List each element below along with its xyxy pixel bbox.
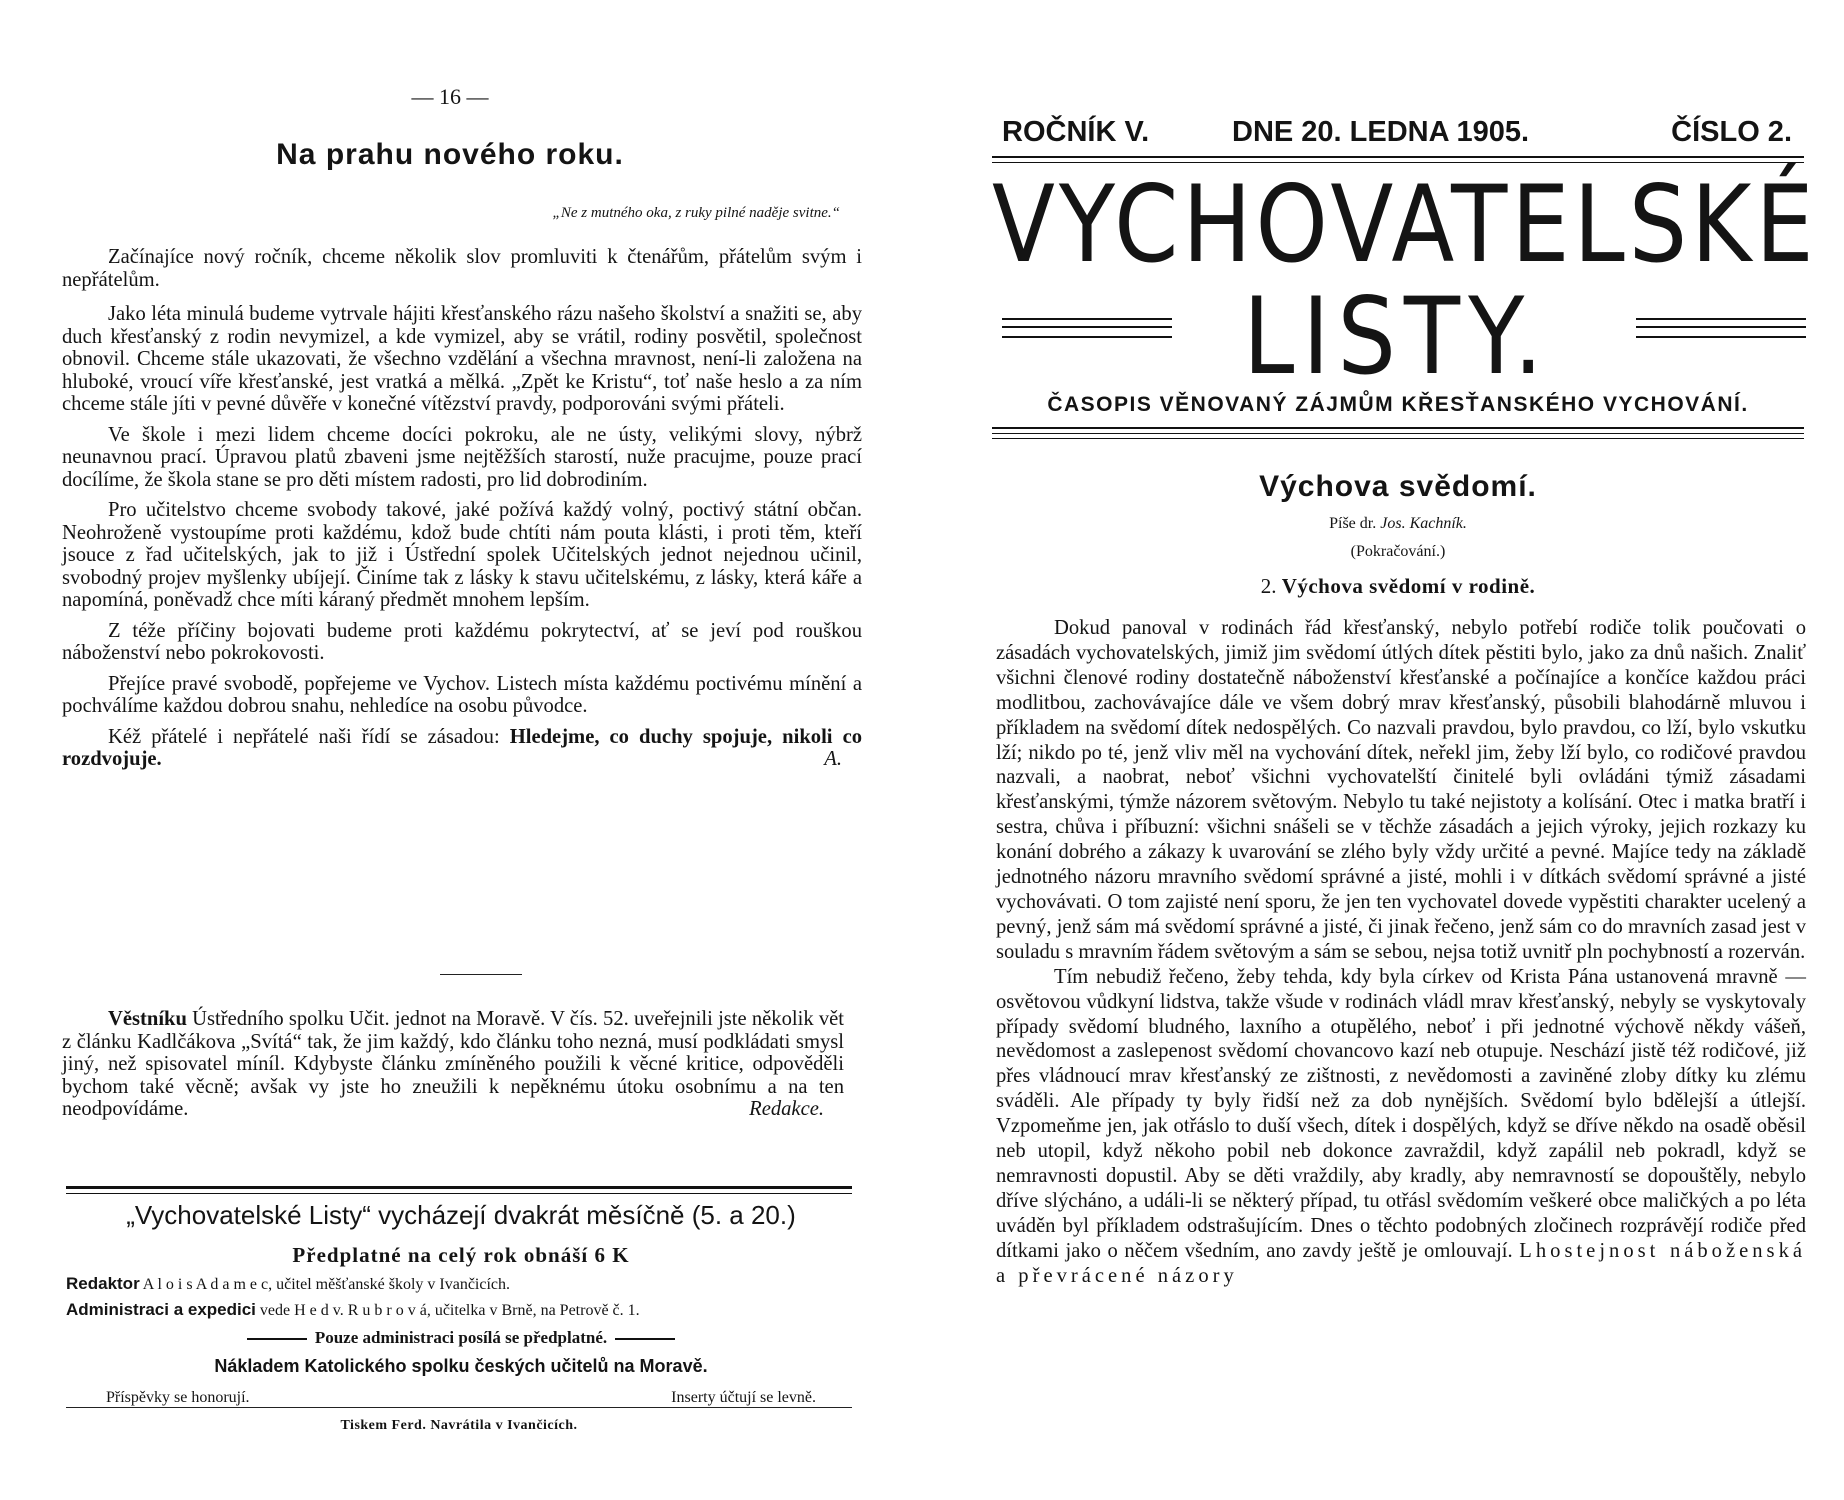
paragraph-text: Tím nebudiž řečeno, žeby tehda, kdy byla církev od Krista Pána ustanovená mravně — osvětovou vůdkyní lidstva, takže všude v rodinách vládl mrav křesťanský, nebyly se vyskytovaly případy svědomí bludného, laxního a otupělého, neboť i při jednotné výchově někdy vášeň, nevědomost a zaslepenost svědomí chovancovo kazí neb otupuje. Neschází jistě též rodičové, již přes vládnoucí mrav křesťanský ze zištnosti, z nevědomosti a zaviněné zloby dítky ku zlému sváděli. Ale případy ty byly řidší než za dob nynějších. Svědomí bylo bdělejší a útlejší. Vzpomeňme jen, jak otřáslo to duší všech, dítek i dospělých, když se dříve někdo na osadě oběsil neb utopil, když někoho pobil neb dokonce zavraždil, když zapálil neb pokradl, když se nemravnosti dopustil. Aby se děti vraždily, aby kradly, aby nemravností se dopouštěly, nebylo dříve slýcháno, a událi-li se některý případ, tu otřásl svědomím veškeré obce maličkých a po léta uváděn byl příkladem odstrašujícím. Dnes o těchto podobných zločinech rozprávějí rodiče před dítkami jako o něčem všedním, ano zavdy ještě je omlouvají. — [996, 965, 1806, 1262]
dash — [247, 1338, 307, 1340]
closing-text: Kéž přátelé i nepřátelé naši řídí se zásadou: — [108, 725, 510, 748]
article-title: Výchova svědomí. — [1259, 470, 1537, 503]
paragraph: Jako léta minulá budeme vytrvale hájiti křesťanského rázu našeho školství a snažiti se, aby duch křesťanský z rodin nevymizel, a kde vymizel, aby se vrátil, rodiny posvětil, společnost obnovil. Chceme stále ukazovati, že všechno vzdělání a všechna mravnost, není-li založena na hluboké, vroucí víře křesťanské, jest vratká a mělká. „Zpět ke Kristu“, toť naše heslo a za ním chceme stále jíti v pevné důvěře v konečné vítězství pravdy, podporováni svými přáteli. — [62, 303, 862, 415]
closing-paragraph — [62, 726, 862, 771]
paragraph: Začínajíce nový ročník, chceme několik slov promluviti k čtenářům, přátelům svým i nepřátelům. — [62, 246, 862, 291]
issue-number: ČÍSLO 2. — [1671, 116, 1792, 148]
fee-note: Příspěvky se honorují. — [106, 1389, 250, 1406]
vestnik-text: Ústředního spolku Učit. jednot na Moravě. V čís. 52. uveřejnili jste několik vět z článku Kadlčákova „Svítá“ tak, že jim každý, kdo článku toho nezná, musí podkládati smysl jiný, než spisovatel míníl. Kdybyste článku zmíněného použili k věcné kritice, odpověděli bychom také věcně; avšak vy jste ho zneužili k nepěknému útoku osobnímu a na ten neodpovídáme. — [62, 1008, 844, 1120]
spaced-text: Lhostejnost náboženská a převrácené názory — [996, 1239, 1807, 1287]
imprint-footer — [66, 1389, 856, 1409]
volume-label: ROČNÍK V. — [1002, 116, 1150, 148]
admin-label: Administraci a expedici — [66, 1300, 256, 1319]
section-heading — [992, 574, 1804, 599]
signature: Redakce. — [749, 1098, 824, 1120]
separator-line — [66, 1186, 852, 1194]
vestnik-notice — [62, 1008, 844, 1129]
publisher: Nákladem Katolického spolku českých učitelů na Moravě. — [214, 1356, 708, 1376]
ads-note: Inserty účtují se levně. — [671, 1389, 816, 1406]
separator-line — [992, 156, 1804, 163]
paragraph: Z téže příčiny bojovati budeme proti každému pokrytectví, ať se jeví pod rouškou náboženství nebo pokrokovosti. — [62, 619, 862, 664]
paragraph — [62, 1008, 844, 1121]
continuation-note: (Pokračování.) — [1350, 543, 1446, 560]
paragraph: Dokud panoval v rodinách řád křesťanský, nebylo potřebí rodiče tolik poučovati o zásadách vychovatelských, jimiž jim svědomí útlých dítek pěstiti bylo, jako za dnů našich. Znaliť všichni členové rodiny dostatečně náboženství křesťanské a počínajíce a končíce každou práci modlitbou, zachovávajíce dále ve všem dobrý mrav křesťanský, působili blahodárně mluvou i příkladem na svědomí dítek nedospělých. Co nazvali pravdou, bylo pravdou, co lží, bylo vskutku lží; nikdo po té, jenž vliv měl na vychování dítek, neřekl jim, žeby lží bylo, co rodičové pravdou nazvali, a naobrat, neboť všichni vychovatelští činitelé byli ovládáni týmiž zásadami křesťanskými, týmže názorem světovým. Nebylo tu také nejistoty a kolísání. Otec i matka bratří i sestra, chůva i příbuzní: všichni snášeli se v těchže zásadách a jejich výroky, jejich rozkazy ku konání dobrého a zákazy k uvarování se zlého byly vždy určité a pevné. Majíce tedy na základě jednotného názoru mravního svědomí správné a jisté, mohli i v dítkách svědomí správné a jisté vychovávati. O tom zajisté není sporu, že jen ten vychovatel dovede vypěstiti charakter ucelený a pevný, jenž sám má svědomí správné a jisté, či jinak řečeno, jenž sám co do mravních zasad jest v souladu s mravním řádem světovým a sám se sebou, nejsa totiž uvnitř pln pochybností a rozerván. — [996, 617, 1806, 963]
author-line — [992, 515, 1804, 533]
article-body — [996, 616, 1806, 1288]
paragraph: Ve škole i mezi lidem chceme docíci pokroku, ale ne ústy, velikými slovy, nýbrž neunavnou prací. Úpravou platů zbaveni jsme nejtěžších starostí, nuže pracujme, pouze prací docílíme, že škola stane se pro děti místem radosti, pro lid dobrodiním. — [62, 423, 862, 491]
imprint-heading: „Vychovatelské Listy“ vycházejí dvakrát měsíčně (5. a 20.) — [126, 1200, 796, 1230]
issue-header — [1002, 116, 1792, 152]
separator-line — [66, 1407, 852, 1408]
signature: A. — [824, 748, 842, 770]
admin-text: vede H e d v. R u b r o v á, učitelka v Brně, na Petrově č. 1. — [255, 1302, 640, 1319]
author-name: Jos. Kachník. — [1380, 515, 1467, 532]
masthead-title: VYCHOVATELSKÉ — [992, 163, 1818, 287]
separator-line — [440, 974, 522, 975]
admin-note-text: Pouze administraci posílá se předplatné. — [314, 1328, 608, 1347]
dash — [615, 1338, 675, 1340]
separator-line — [992, 438, 1804, 439]
masthead-ornament — [1636, 318, 1806, 338]
right-page — [922, 0, 1844, 1500]
paragraph: Přejíce pravé svobodě, popřejeme ve Vychov. Listech místa každému poctivému mínění a pochválíme každou dobrou snahu, nehledíce na osobu původce. — [62, 672, 862, 717]
subscription-price: Předplatné na celý rok obnáší 6 K — [292, 1243, 630, 1267]
editor-text: A l o i s A d a m e c, učitel měšťanské školy v Ivančicích. — [139, 1276, 511, 1293]
section-title: Výchova svědomí v rodině. — [1281, 574, 1536, 598]
tagline: ČASOPIS VĚNOVANÝ ZÁJMŮM KŘESŤANSKÉHO VYCHOVÁNÍ. — [1047, 393, 1749, 416]
issue-date: DNE 20. LEDNA 1905. — [1232, 116, 1530, 148]
admin-note — [66, 1328, 856, 1348]
imprint-box — [66, 1198, 856, 1409]
section-number: 2. — [1260, 574, 1282, 598]
page-number: — 16 — — [411, 84, 489, 109]
article-title: Na prahu nového roku. — [276, 138, 624, 171]
closing-motto: Hledejme, co duchy spojuje, nikoli co rozdvojuje. — [62, 725, 863, 770]
paragraph — [996, 965, 1806, 1289]
editorial-body — [62, 246, 862, 779]
masthead-ornament — [1002, 318, 1172, 338]
author-prefix: Píše dr. — [1329, 515, 1381, 532]
motto: „Ne z mutného oka, z ruky pilné naděje svitne.“ — [552, 205, 840, 221]
printer-note: Tiskem Ferd. Navrátila v Ivančicích. — [340, 1418, 578, 1433]
editor-label: Redaktor — [66, 1274, 140, 1293]
editor-line — [66, 1274, 856, 1294]
separator-line — [992, 427, 1804, 434]
paragraph: Pro učitelstvo chceme svobody takové, jaké požívá každý volný, poctivý státní občan. Neohroženě vystoupíme proti každému, kdož bude chtíti nám pouta klásti, i proti těm, kteří jsouce z řad učitelských, jak to již i Ústřední spolek Učitelských jednot nejednou učinil, svobodný projev myšlenky ubíjejí. Činíme tak z lásky k stavu učitelskému, z lásky, která káře a napomíná, poněvadž chce míti káraný předmět mnohem lepším. — [62, 499, 862, 611]
masthead-title-2: LISTY. — [1243, 275, 1551, 399]
admin-line — [66, 1300, 856, 1320]
vestnik-label: Věstníku — [108, 1008, 187, 1030]
